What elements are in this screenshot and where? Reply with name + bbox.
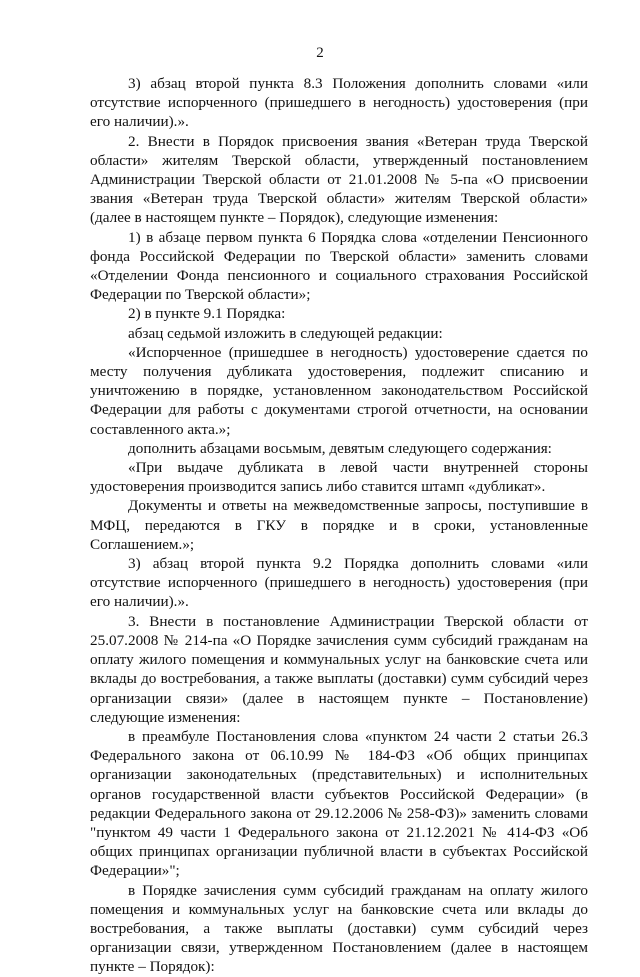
document-body: [90, 74, 588, 977]
paragraph-2-2-intro: абзац седьмой изложить в следующей редакции:: [128, 324, 443, 342]
paragraph-3-order: в Порядке зачисления сумм субсидий гражданам на оплату жилого помещения и коммунальных услуг на банковские счета или вклады до востребования, а также выплаты (доставки) сумм субсидий через организации связи, утвержденном Постановлением (далее в настоящем пункте – Порядок):: [90, 881, 588, 976]
paragraph-2-2-addition-intro: дополнить абзацами восьмым, девятым следующего содержания:: [128, 439, 552, 457]
paragraph-2-1: 1) в абзаце первом пункта 6 Порядка слова «отделении Пенсионного фонда Российской Федерации по Тверской области» заменить словами «Отделении Фонда пенсионного и социального страхования Российской Федерации по Тверской области»;: [90, 228, 588, 304]
paragraph-2-2-quote: «Испорченное (пришедшее в негодность) удостоверение сдается по месту получения дубликата удостоверения, подлежит списанию и уничтожению в порядке, установленном законодательством Российской Федерации для работы с документами строгой отчетности, на основании составленного акта.»;: [90, 343, 588, 438]
page-number: 2: [316, 45, 324, 61]
paragraph-3: 3. Внести в постановление Администрации Тверской области от 25.07.2008 № 214-па «О Порядке зачисления сумм субсидий гражданам на оплату жилого помещения и коммунальных услуг на банковские счета или вклады до востребования, а также выплаты (доставки) сумм субсидий через организации связи» (далее в настоящем пункте – Постановление) следующие изменения:: [90, 612, 588, 726]
paragraph-2-3: 3) абзац второй пункта 9.2 Порядка дополнить словами «или отсутствие испорченного (пришедшего в негодность) удостоверения (при его наличии).».: [90, 555, 588, 611]
paragraph-2: 2. Внести в Порядок присвоения звания «Ветеран труда Тверской области» жителям Тверской области, утвержденный постановлением Администрации Тверской области от 21.01.2008 № 5-па «О присвоении звания «Ветеран труда Тверской области» жителям Тверской области» (далее в настоящем пункте – Порядок), следующие изменения:: [90, 132, 588, 227]
paragraph-3-preamble: в преамбуле Постановления слова «пунктом 24 части 2 статьи 26.3 Федерального закона от 06.10.99 № 184-ФЗ «Об общих принципах организации законодательных (представительных) и исполнительных органов государственной власти субъектов Российской Федерации» (в редакции Федерального закона от 29.12.2006 № 258-ФЗ)» заменить словами "пунктом 49 части 1 Федерального закона от 21.12.2021 № 414-ФЗ «Об общих принципах организации публичной власти в субъектах Российской Федерации»";: [90, 727, 588, 880]
paragraph-2-2-addition-1: «При выдаче дубликата в левой части внутренней стороны удостоверения производится запись либо ставится штамп «дубликат».: [90, 459, 588, 496]
paragraph-1-3: 3) абзац второй пункта 8.3 Положения дополнить словами «или отсутствие испорченного (пришедшего в негодность) удостоверения (при его наличии).».: [90, 75, 588, 131]
paragraph-2-2-addition-2: Документы и ответы на межведомственные запросы, поступившие в МФЦ, передаются в ГКУ в порядке и в сроки, установленные Соглашением.»;: [90, 497, 588, 553]
paragraph-2-2: 2) в пункте 9.1 Порядка:: [128, 305, 286, 323]
